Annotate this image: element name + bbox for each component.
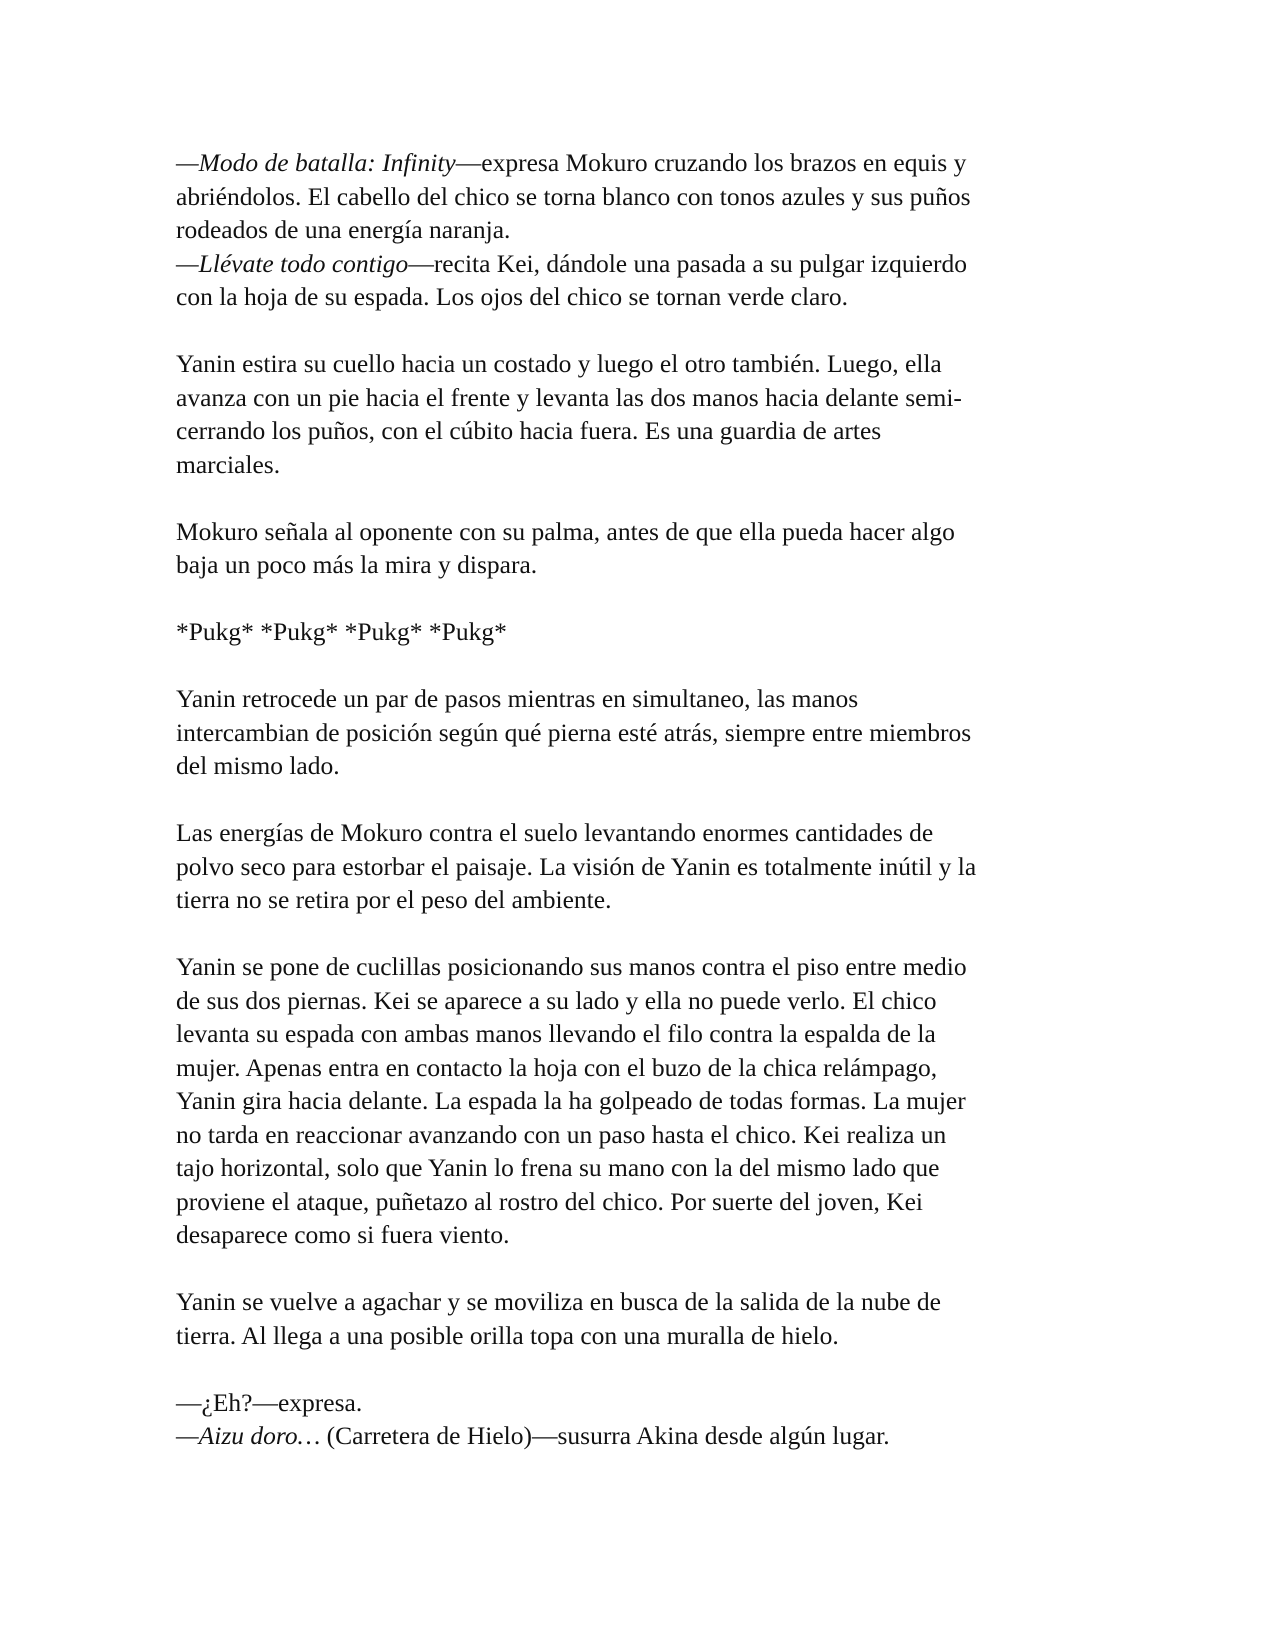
text-line: tierra no se retira por el peso del ambiente.: [176, 885, 612, 914]
text-line: abriéndolos. El cabello del chico se torna blanco con tonos azules y sus puños: [176, 181, 971, 211]
text-line: tajo horizontal, solo que Yanin lo frena su mano con la del mismo lado que: [176, 1153, 940, 1182]
text-line: marciales.: [176, 449, 281, 479]
text-line-content: (Carretera de Hielo)—susurra Akina desde algún lugar.: [320, 1421, 890, 1450]
text-line: del mismo lado.: [176, 751, 340, 780]
text-line: Las energías de Mokuro contra el suelo levantando enormes cantidades de: [176, 818, 934, 847]
text-line: —¿Eh?—expresa.: [176, 1387, 363, 1417]
text-line: cerrando los puños, con el cúbito hacia fuera. Es una guardia de artes: [176, 416, 882, 445]
text-line: levanta su espada con ambas manos llevando el filo contra la espalda de la: [176, 1019, 936, 1048]
text-line: [176, 247, 1096, 281]
text-line: polvo seco para estorbar el paisaje. La visión de Yanin es totalmente inútil y la: [176, 851, 977, 881]
italic-dialogue: —Modo de batalla: Infinity: [176, 148, 456, 177]
text-line: de sus dos piernas. Kei se aparece a su lado y ella no puede verlo. El chico: [176, 985, 937, 1015]
paragraph: [176, 950, 1096, 1252]
text-line: desaparece como si fuera viento.: [176, 1220, 510, 1249]
text-line: [176, 146, 1096, 180]
paragraph: [176, 615, 1096, 649]
text-line: Yanin se vuelve a agachar y se moviliza en busca de la salida de la nube de: [176, 1287, 941, 1316]
text-line: con la hoja de su espada. Los ojos del chico se tornan verde claro.: [176, 282, 848, 311]
text-line: no tarda en reaccionar avanzando con un paso hasta el chico. Kei realiza un: [176, 1119, 947, 1149]
text-line: Yanin gira hacia delante. La espada la ha golpeado de todas formas. La mujer: [176, 1086, 966, 1115]
document-body: [176, 146, 1096, 1453]
paragraph: [176, 816, 1096, 917]
text-line: *Pukg* *Pukg* *Pukg* *Pukg*: [176, 617, 507, 646]
text-line-content: —recita Kei, dándole una pasada a su pulgar izquierdo: [408, 248, 967, 278]
text-line: intercambian de posición según qué pierna esté atrás, siempre entre miembros: [176, 717, 972, 747]
italic-dialogue: —Aizu doro…: [176, 1421, 321, 1450]
text-line: rodeados de una energía naranja.: [176, 215, 511, 244]
paragraph: [176, 146, 1096, 247]
paragraph: [176, 247, 1096, 314]
text-line: Yanin se pone de cuclillas posicionando sus manos contra el piso entre medio: [176, 952, 967, 981]
paragraph: [176, 682, 1096, 783]
text-line: Yanin estira su cuello hacia un costado y luego el otro también. Luego, ella: [176, 349, 942, 378]
paragraph: [176, 1285, 1096, 1352]
paragraph: [176, 1386, 1096, 1453]
paragraph: [176, 515, 1096, 582]
italic-dialogue: —Llévate todo contigo: [176, 248, 409, 278]
text-line: mujer. Apenas entra en contacto la hoja con el buzo de la chica relámpago,: [176, 1052, 938, 1082]
text-line: Mokuro señala al oponente con su palma, antes de que ella pueda hacer algo: [176, 516, 955, 546]
text-line: [176, 1419, 1096, 1453]
text-line: proviene el ataque, puñetazo al rostro del chico. Por suerte del joven, Kei: [176, 1186, 924, 1216]
text-line: tierra. Al llega a una posible orilla topa con una muralla de hielo.: [176, 1320, 839, 1350]
text-line: baja un poco más la mira y dispara.: [176, 550, 538, 579]
text-line-content: —expresa Mokuro cruzando los brazos en equis y: [455, 148, 967, 177]
paragraph: [176, 347, 1096, 481]
text-line: Yanin retrocede un par de pasos mientras en simultaneo, las manos: [176, 684, 859, 713]
text-line: avanza con un pie hacia el frente y levanta las dos manos hacia delante semi-: [176, 382, 962, 412]
